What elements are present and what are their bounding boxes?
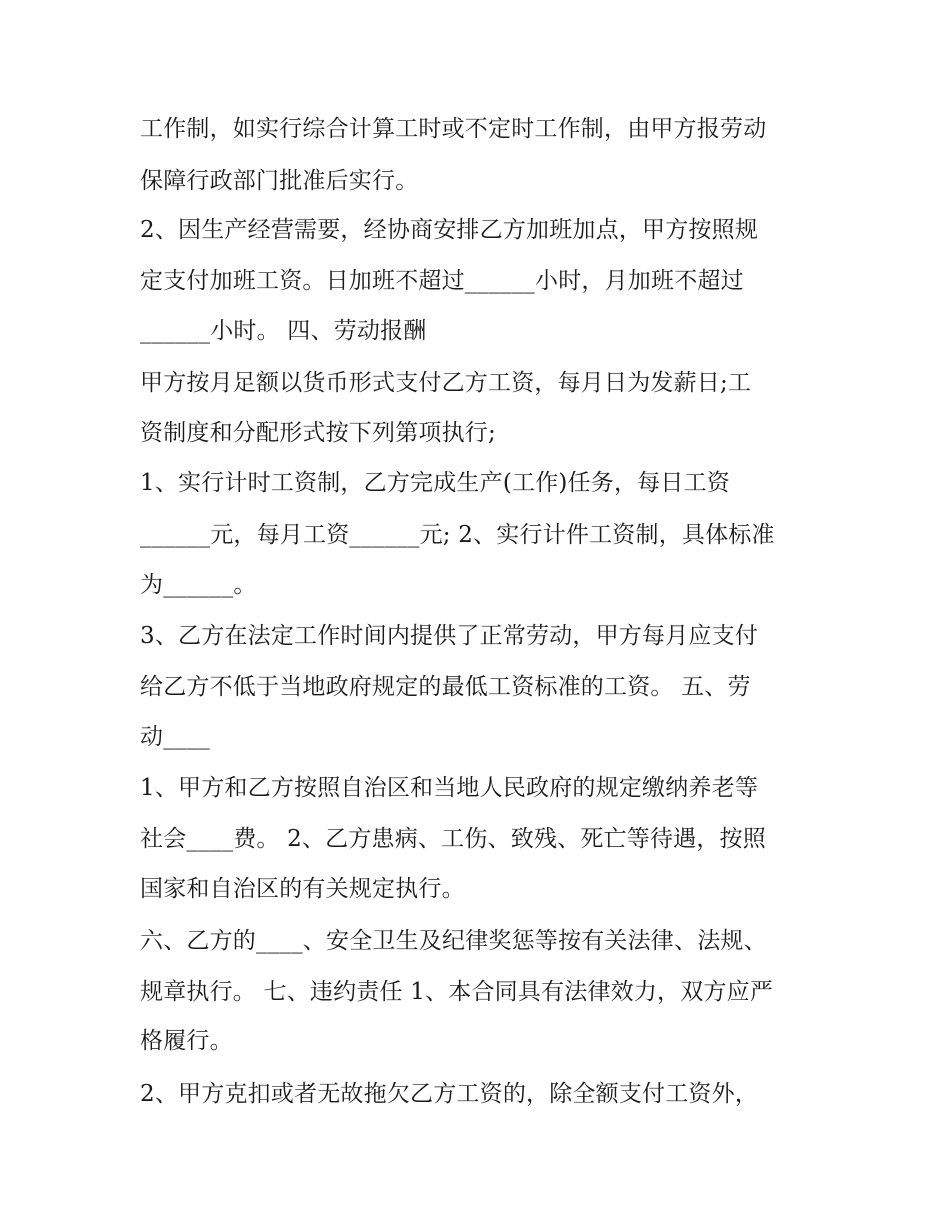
text-line: 国家和自治区的有关规定执行。 bbox=[140, 876, 465, 902]
text-line: 社会____费。 2、乙方患病、工伤、致残、死亡等待遇，按照 bbox=[140, 826, 766, 852]
text-line: 为______。 bbox=[140, 572, 257, 598]
text-line: 给乙方不低于当地政府规定的最低工资标准的工资。 五、劳 bbox=[140, 674, 751, 700]
text-line: 1、实行计时工资制，乙方完成生产(工作)任务，每日工资 bbox=[140, 470, 730, 496]
text-line: 格履行。 bbox=[140, 1028, 233, 1054]
text-line: 定支付加班工资。日加班不超过______小时，月加班不超过 bbox=[140, 268, 744, 294]
text-line: 工作制，如实行综合计算工时或不定时工作制，由甲方报劳动 bbox=[140, 116, 767, 142]
text-line: ______小时。 四、劳动报酬 bbox=[140, 318, 427, 344]
text-line: 3、乙方在法定工作时间内提供了正常劳动，甲方每月应支付 bbox=[140, 623, 759, 649]
text-line: 规章执行。 七、违约责任 1、本合同具有法律效力，双方应严 bbox=[140, 979, 774, 1005]
text-line: 保障行政部门批准后实行。 bbox=[140, 168, 419, 194]
text-line: 甲方按月足额以货币形式支付乙方工资，每月日为发薪日;工 bbox=[140, 370, 752, 396]
text-line: 1、甲方和乙方按照自治区和当地人民政府的规定缴纳养老等 bbox=[140, 775, 759, 801]
text-line: 2、甲方克扣或者无故拖欠乙方工资的，除全额支付工资外， bbox=[140, 1081, 759, 1107]
text-line: 资制度和分配形式按下列第项执行; bbox=[140, 420, 496, 446]
text-line: 动____ bbox=[140, 724, 210, 750]
text-line: 六、乙方的____、安全卫生及纪律奖惩等按有关法律、法规、 bbox=[140, 928, 767, 954]
text-line: 2、因生产经营需要，经协商安排乙方加班加点，甲方按照规 bbox=[140, 217, 759, 243]
text-line: ______元，每月工资______元; 2、实行计件工资制，具体标准 bbox=[140, 522, 775, 548]
